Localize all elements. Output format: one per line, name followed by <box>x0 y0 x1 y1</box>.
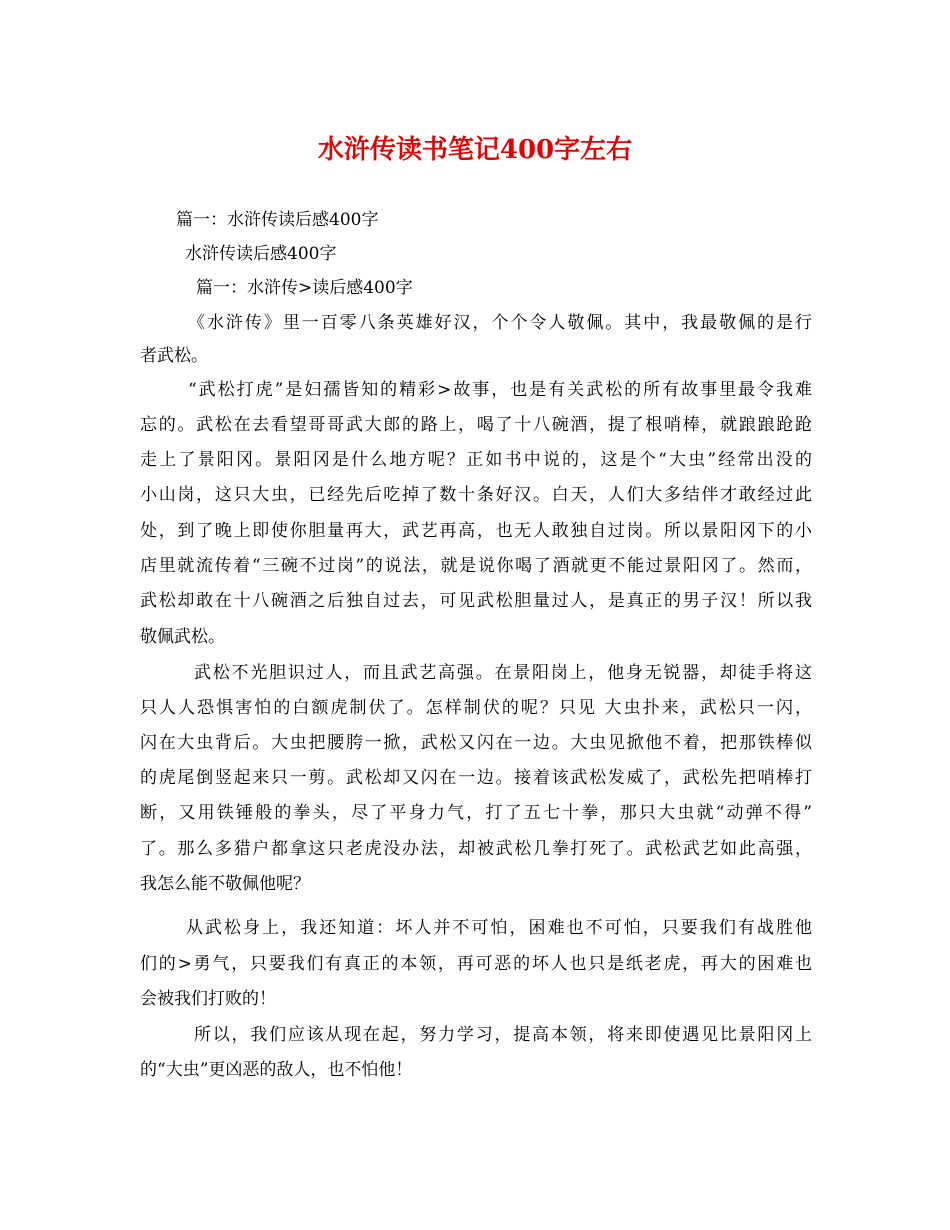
paragraph-3-line-2: 只人人恐惧害怕的白额虎制伏了。怎样制伏的呢？只见 大虫扑来，武松只一闪， <box>140 698 812 718</box>
paragraph-4-line-2: 们的>勇气，只要我们有真正的本领，再可恶的坏人也只是纸老虎，再大的困难也 <box>140 954 812 974</box>
section-heading-2: 水浒传读后感400字 <box>185 244 337 264</box>
paragraph-3-line-7: 我怎么能不敬佩他呢？ <box>140 874 310 894</box>
paragraph-3-line-4: 的虎尾倒竖起来只一剪。武松却又闪在一边。接着该武松发威了，武松先把哨棒打 <box>140 768 812 788</box>
paragraph-2-line-8: 敬佩武松。 <box>140 627 225 647</box>
paragraph-2-line-4: 小山岗，这只大虫，已经先后吃掉了数十条好汉。白天，人们大多结伴才敢经过此 <box>140 485 812 505</box>
section-heading-3: 篇一：水浒传>读后感400字 <box>196 278 413 298</box>
paragraph-1-line-2: 者武松。 <box>140 346 208 366</box>
paragraph-1-line-1: 《水浒传》里一百零八条英雄好汉，个个令人敬佩。其中，我最敬佩的是行 <box>188 313 812 333</box>
paragraph-5-line-2: 的“大虫”更凶恶的敌人，也不怕他！ <box>140 1060 413 1080</box>
paragraph-2-line-6: 店里就流传着“三碗不过岗”的说法，就是说你喝了酒就更不能过景阳冈了。然而， <box>140 556 812 576</box>
paragraph-2-line-7: 武松却敢在十八碗酒之后独自过去，可见武松胆量过人，是真正的男子汉！所以我 <box>140 591 812 611</box>
paragraph-4-line-1: 从武松身上，我还知道：坏人并不可怕，困难也不可怕，只要我们有战胜他 <box>186 918 812 938</box>
document-title: 水浒传读书笔记400字左右 <box>317 135 633 165</box>
paragraph-2-line-1: “武松打虎”是妇孺皆知的精彩>故事，也是有关武松的所有故事里最令我难 <box>188 380 812 400</box>
paragraph-3-line-3: 闪在大虫背后。大虫把腰胯一掀，武松又闪在一边。大虫见掀他不着，把那铁棒似 <box>140 733 812 753</box>
paragraph-2-line-5: 处，到了晚上即使你胆量再大，武艺再高，也无人敢独自过岗。所以景阳冈下的小 <box>140 521 812 541</box>
paragraph-5-line-1: 所以，我们应该从现在起，努力学习，提高本领，将来即使遇见比景阳冈上 <box>194 1025 812 1045</box>
paragraph-3-line-6: 了。那么多猎户都拿这只老虎没办法，却被武松几拳打死了。武松武艺如此高强， <box>140 839 812 859</box>
paragraph-3-line-1: 武松不光胆识过人，而且武艺高强。在景阳岗上，他身无锐器，却徒手将这 <box>194 663 812 683</box>
paragraph-2-line-3: 走上了景阳冈。景阳冈是什么地方呢？正如书中说的，这是个“大虫”经常出没的 <box>140 450 812 470</box>
paragraph-2-line-2: 忘的。武松在去看望哥哥武大郎的路上，喝了十八碗酒，提了根哨棒，就踉踉跄跄 <box>140 415 812 435</box>
paragraph-4-line-3: 会被我们打败的！ <box>140 989 276 1009</box>
paragraph-3-line-5: 断，又用铁锤般的拳头，尽了平身力气，打了五七十拳，那只大虫就“动弹不得” <box>140 803 812 823</box>
section-heading-1: 篇一：水浒传读后感400字 <box>176 210 379 230</box>
